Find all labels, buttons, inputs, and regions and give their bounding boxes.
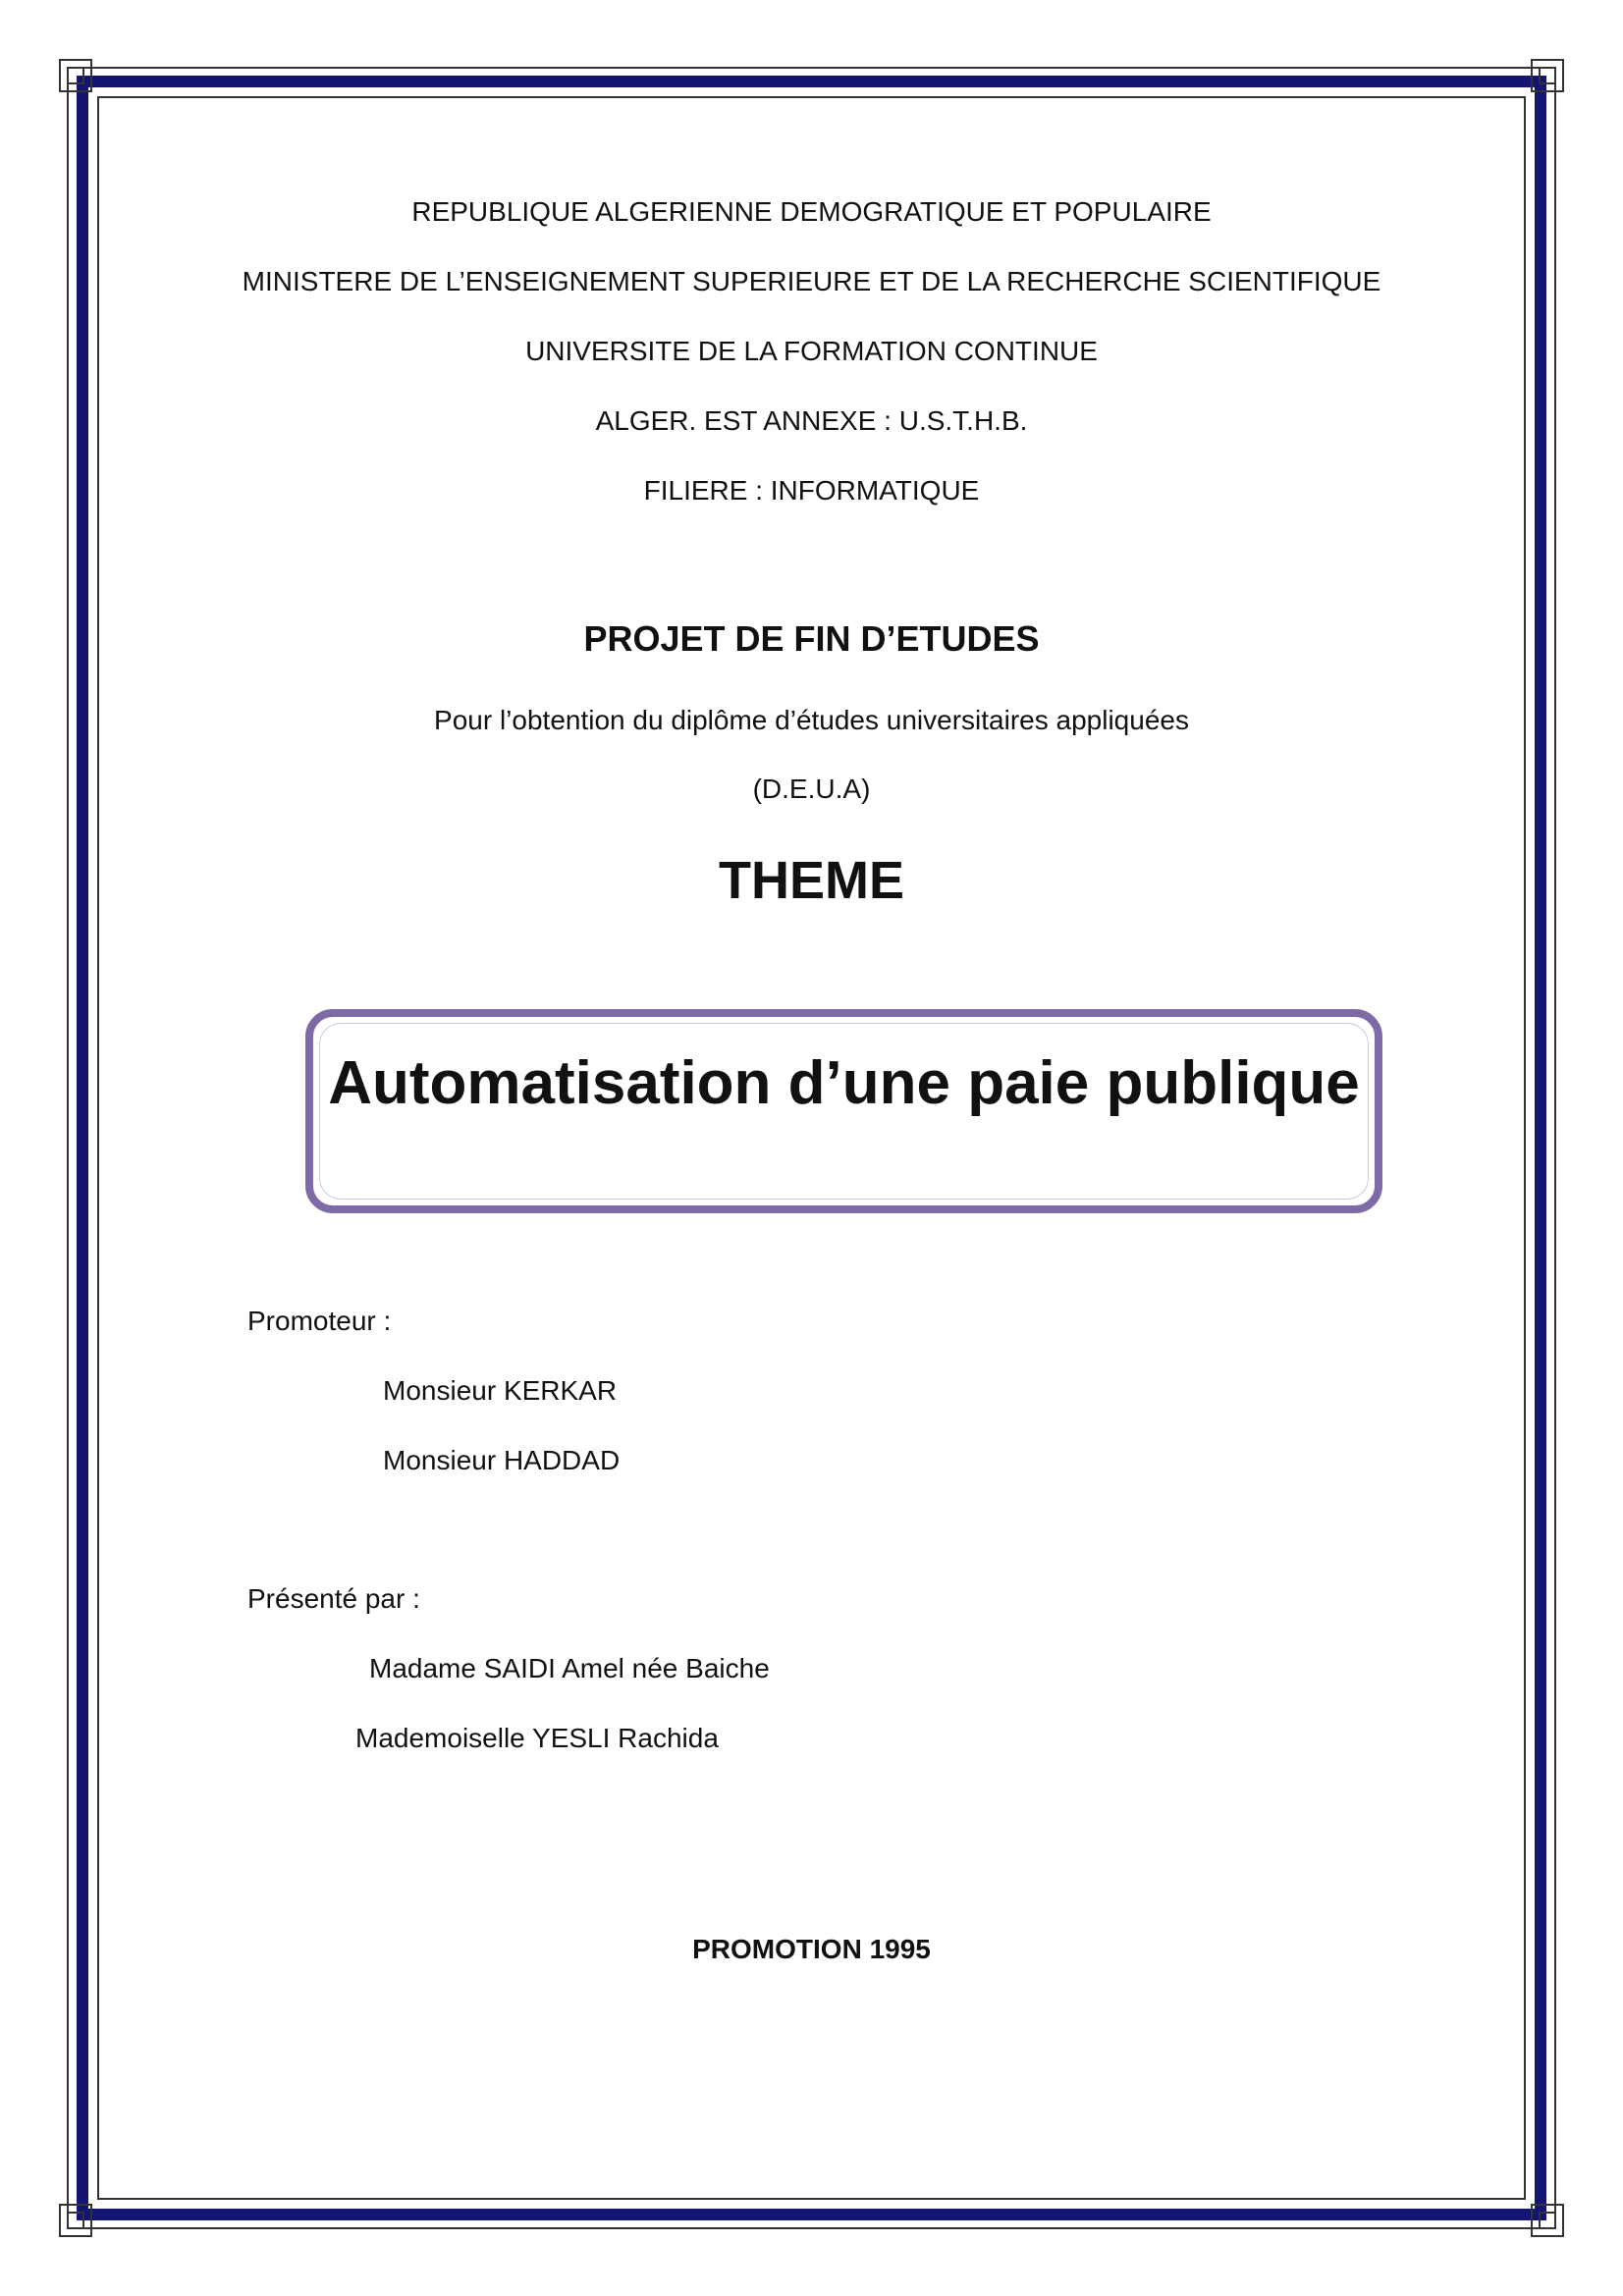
project-title: Automatisation d’une paie publique: [328, 1049, 1360, 1117]
supervisor-name: Monsieur HADDAD: [383, 1445, 621, 1475]
annex-line: ALGER. EST ANNEXE : U.S.T.H.B.: [595, 405, 1028, 436]
presenter-label: Présenté par :: [247, 1583, 420, 1614]
corner-ornament-bottom-right: [1531, 2204, 1564, 2237]
project-heading: PROJET DE FIN D’ETUDES: [583, 618, 1040, 659]
corner-ornament-top-left: [59, 59, 92, 92]
presenter-name: Madame SAIDI Amel née Baiche: [369, 1653, 770, 1683]
supervisor-label: Promoteur :: [247, 1306, 392, 1336]
presenter-name: Mademoiselle YESLI Rachida: [355, 1723, 719, 1753]
diploma-abbreviation: (D.E.U.A): [752, 774, 871, 804]
corner-ornament-bottom-left: [59, 2204, 92, 2237]
republic-line: REPUBLIQUE ALGERIENNE DEMOGRATIQUE ET POPULAIRE: [411, 196, 1212, 227]
field-line: FILIERE : INFORMATIQUE: [643, 475, 980, 506]
supervisor-name: Monsieur KERKAR: [383, 1375, 618, 1406]
diploma-purpose: Pour l’obtention du diplôme d’études universitaires appliquées: [434, 705, 1189, 735]
title-box: [305, 1009, 1382, 1213]
promotion-year: PROMOTION 1995: [692, 1934, 931, 1964]
corner-ornament-top-right: [1531, 59, 1564, 92]
ministry-line: MINISTERE DE L’ENSEIGNEMENT SUPERIEURE ET DE LA RECHERCHE SCIENTIFIQUE: [242, 266, 1381, 296]
university-line: UNIVERSITE DE LA FORMATION CONTINUE: [525, 336, 1098, 366]
theme-label: THEME: [719, 851, 904, 910]
